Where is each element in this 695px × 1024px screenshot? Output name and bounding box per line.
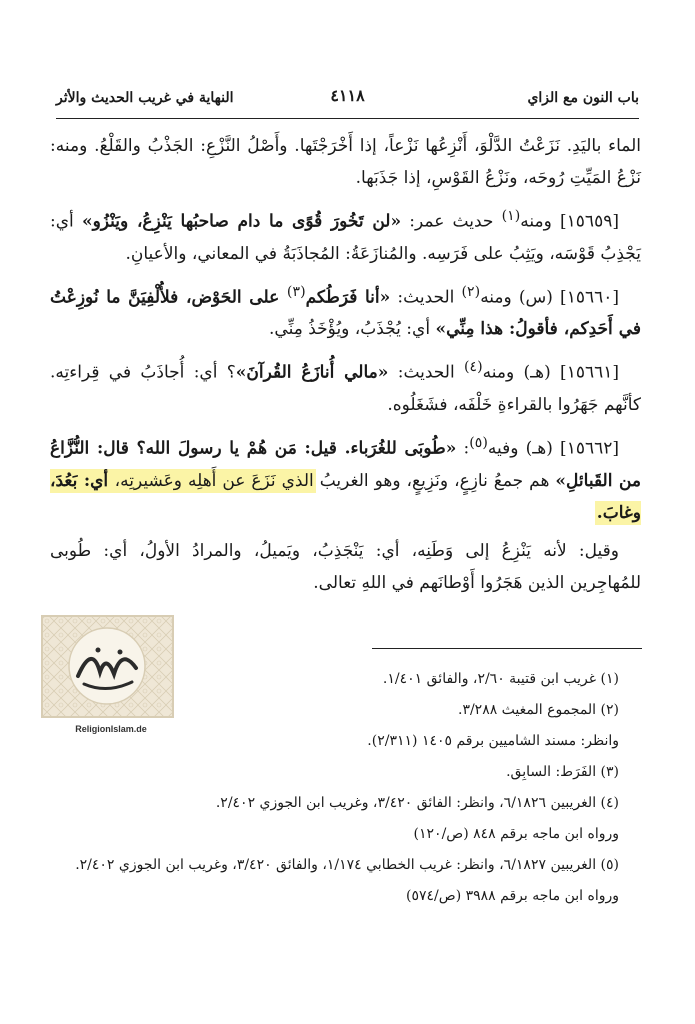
- entry-15660: [50, 276, 641, 346]
- footnote-4-cont: ورواه ابن ماجه برقم ٨٤٨ (ص/١٢٠): [413, 826, 619, 842]
- entry-intro: [١٥٦٦٢] (هـ) وفيه: [487, 438, 619, 459]
- footnote-3: (٣) الفَرَط: السابِق.: [506, 764, 619, 780]
- entry-15662: [50, 427, 641, 529]
- entry-text: الحديث:: [388, 362, 464, 383]
- footnote-ref: (٤): [463, 359, 483, 376]
- running-header: [56, 88, 639, 119]
- footnote-ref: (٣): [286, 283, 306, 300]
- footnote-5-cont: ورواه ابن ماجه برقم ٣٩٨٨ (ص/٥٧٤): [406, 888, 619, 904]
- entry-explanation: ؟ أي: أُجاذَبُ في قِراءتِه. كأنَّهم جَهَرُوا بالقراءةِ خَلْفَه، فشَغَلُوه.: [50, 362, 641, 415]
- footnote-ref: (٢): [461, 283, 481, 300]
- hadith-quote: «لن تَخُورَ قُوًى ما دام صاحبُها يَنْزِعُ، ويَنْزُو»: [81, 211, 402, 232]
- site-logo: [40, 614, 175, 719]
- highlight-bold: أي: بَعُدَ، وغابَ.: [50, 470, 641, 523]
- entry-text: حديث عمر:: [401, 211, 502, 232]
- hadith-quote-cont: على الحَوْض، فلأُلْفِيَنَّ ما نُوزِعْتُ في أَحَدِكم، فأقولُ: هذا مِنِّي»: [50, 287, 641, 340]
- entry-15659: [50, 200, 641, 270]
- hadith-quote: «طُوبَى للغُرَباء. قيل: مَن هُمْ يا رسولَ الله؟ قال: النُّزَّاعُ من القَبائلِ»: [50, 438, 641, 491]
- footnote-1: (١) غريب ابن قتيبة ٢/٦٠، والفائق ١/٤٠١.: [382, 671, 619, 687]
- main-text: [50, 130, 641, 605]
- footnote-divider: [372, 648, 642, 649]
- paragraph-continuation: [50, 130, 641, 194]
- footnote-4: (٤) الغريبين ٦/١٨٢٦، وانظر: الفائق ٣/٤٢٠، وغريب ابن الجوزي ٢/٤٠٢.: [215, 795, 619, 811]
- footnote-2-cont: وانظر: مسند الشاميين برقم ١٤٠٥ (٢/٣١١).: [367, 733, 619, 749]
- footnote-ref: (٥): [469, 434, 488, 451]
- entry-text: :: [456, 438, 470, 459]
- footnote-ref: (١): [501, 208, 521, 224]
- paragraph-text: الماء باليَدِ. نَزَعْتُ الدَّلْوَ، أَنْزِعُها نَزْعاً، إذا أَخْرَجْتَها. وأَصْلُ النَّزْعِ: الجَذْبُ والقَلْعُ. ومنه: نَزْعُ المَيِّتِ رُوحَه، ونَزْعُ القَوْسِ، إذا جَذَبَها.: [50, 136, 641, 188]
- book-title: النهاية في غريب الحديث والأثر: [56, 90, 234, 106]
- entry-explanation: أي: يُجْذَبُ، ويُؤْخَذُ مِنِّي.: [269, 319, 436, 340]
- entry-explanation: هم جمعُ نازِعٍ، ونَزِيعٍ، وهو الغريبُ: [313, 470, 556, 491]
- hadith-quote: «أنا فَرَطُكم: [305, 287, 391, 308]
- paragraph-alt-view: [50, 535, 641, 599]
- entry-15661: [50, 351, 641, 421]
- hadith-quote: «مالي أُنازَعُ القُرآنَ»: [235, 362, 389, 383]
- footnote-2: (٢) المجموع المغيث ٣/٢٨٨.: [457, 702, 619, 718]
- footnote-5: (٥) الغريبين ٦/١٨٢٧، وانظر: غريب الخطابي ١/١٧٤، والفائق ٣/٤٢٠، وغريب ابن الجوزي ٢/٤٠٢.: [75, 857, 619, 873]
- entry-text: الحديث:: [390, 287, 462, 308]
- highlight-part: الذي نَزَعَ عن أَهلِه وعَشيرتِه،: [114, 470, 314, 491]
- page-number: ٤١١٨: [330, 86, 365, 105]
- entry-intro: [١٥٦٦١] (هـ) ومنه: [482, 362, 619, 383]
- entry-intro: [١٥٦٥٩] ومنه: [520, 211, 619, 232]
- entry-intro: [١٥٦٦٠] (س) ومنه: [480, 287, 619, 308]
- chapter-title: باب النون مع الزاي: [527, 90, 639, 106]
- paragraph-text: وقيل: لأنه يَنْزِعُ إلى وَطَنِه، أي: يَنْجَذِبُ، ويَميلُ، والمرادُ الأولُ، أي: طُوبى للمُهاجِرين الذين هَجَرُوا أَوْطانَهم في اللهِ تعالى.: [50, 540, 641, 593]
- entry-explanation: أي: يَجْذِبُ قَوْسَه، ويَثِبُ على فَرَسِه. والمُنازَعَةُ: المُجاذَبَةُ في المعاني، والأعيانِ.: [50, 211, 641, 264]
- logo-caption: ReligionIslam.de: [75, 724, 147, 734]
